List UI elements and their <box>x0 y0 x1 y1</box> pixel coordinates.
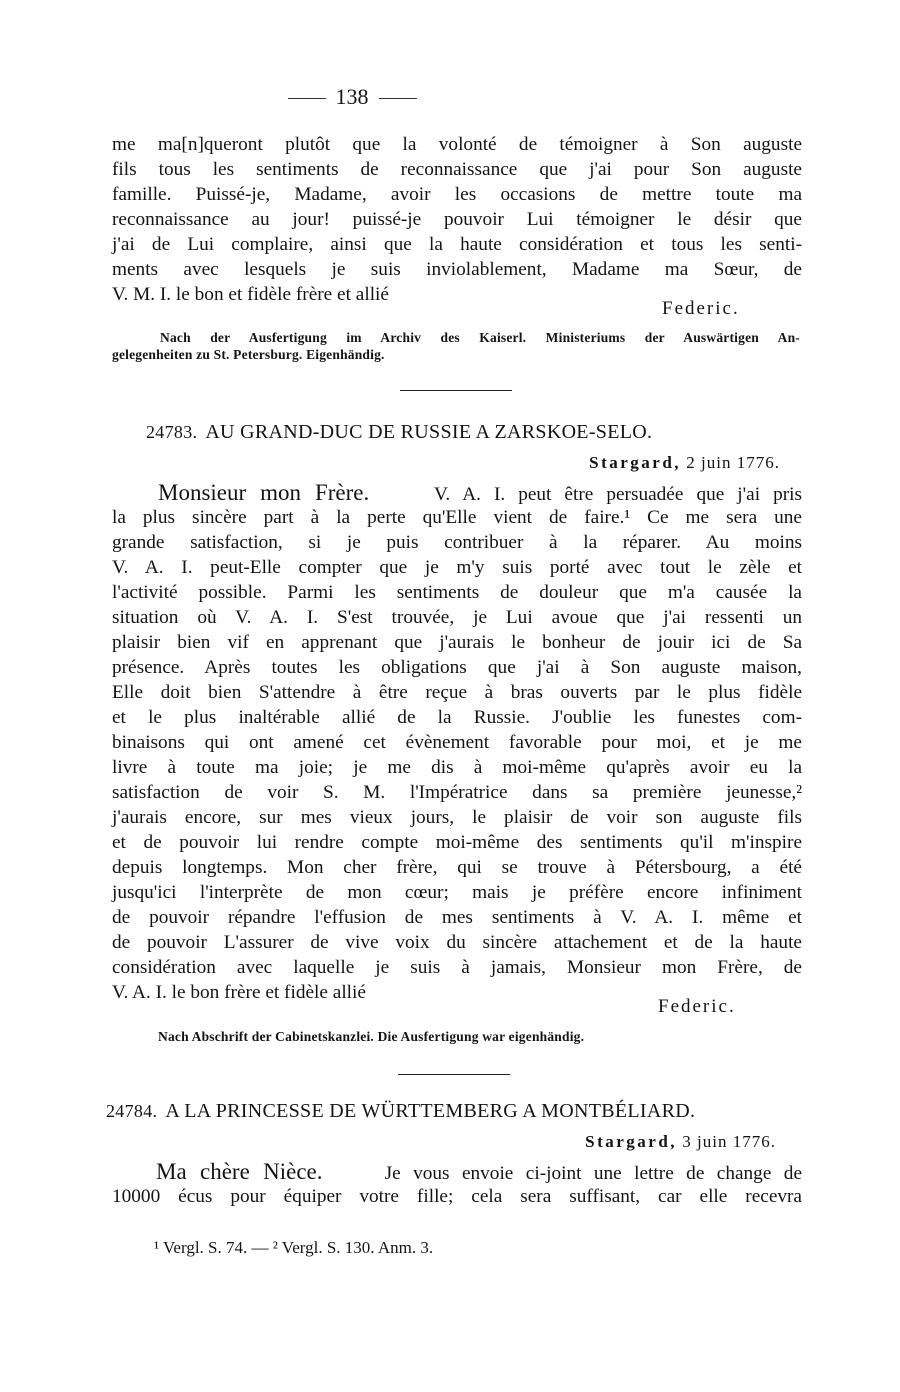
text-line: considération avec laquelle je suis à jamais, Monsieur mon Frère, de <box>112 957 802 978</box>
letter-date: 3 juin 1776. <box>682 1132 776 1151</box>
text-line: grande satisfaction, si je puis contribuer à la réparer. Au moins <box>112 532 802 553</box>
letter-signature-24783: Federic. <box>658 996 736 1017</box>
text-line: depuis longtemps. Mon cher frère, qui se trouve à Pétersbourg, a été <box>112 857 802 878</box>
text-line: jusqu'ici l'interprète de mon cœur; mais je préfère encore infiniment <box>112 882 802 903</box>
previous-letter-body <box>112 132 802 307</box>
letter-number: 24784. <box>106 1101 158 1121</box>
previous-letter-signature: Federic. <box>662 298 740 319</box>
text-line: famille. Puissé-je, Madame, avoir les occasions de mettre toute ma <box>112 184 802 205</box>
letter-source-note-24783: Nach Abschrift der Cabinetskanzlei. Die Ausfertigung war eigenhändig. <box>158 1029 585 1044</box>
previous-letter-source-note: Nach der Ausfertigung im Archiv des Kaiserl. Ministeriums der Auswärtigen An- gelegenheiten zu St. Petersburg. Eigenhändig. <box>112 330 800 362</box>
text-line: la plus sincère part à la perte qu'Elle vient de faire.¹ Ce me sera une <box>112 507 802 528</box>
text-line: V. M. I. le bon et fidèle frère et allié <box>112 284 389 305</box>
text-line: V. A. I. peut-Elle compter que je m'y suis porté avec tout le zèle et <box>112 557 802 578</box>
text-line: situation où V. A. I. S'est trouvée, je Lui avoue que j'ai ressenti un <box>112 607 802 628</box>
letter-title: AU GRAND-DUC DE RUSSIE A ZARSKOE-SELO. <box>205 421 653 443</box>
text-line: 10000 écus pour équiper votre fille; cela sera suffisant, car elle recevra <box>112 1186 802 1207</box>
text-line: ments avec lesquels je suis inviolablement, Madame ma Sœur, de <box>112 259 802 280</box>
text-line: livre à toute ma joie; je me dis à moi-même qu'après avoir eu la <box>112 757 802 778</box>
text-line: satisfaction de voir S. M. l'Impératrice dans sa première jeunesse,² <box>112 782 802 803</box>
letter-dateline-24784 <box>585 1132 776 1152</box>
letter-place: Stargard, <box>585 1132 678 1151</box>
text-line: et de pouvoir lui rendre compte moi-même des sentiments qu'il m'inspire <box>112 832 802 853</box>
footnotes: ¹ Vergl. S. 74. — ² Vergl. S. 130. Anm. 3. <box>154 1238 434 1257</box>
page-number-dash-right <box>379 98 417 99</box>
text-line: fils tous les sentiments de reconnaissance que j'ai pour Son auguste <box>112 159 802 180</box>
text-line: Monsieur mon Frère. V. A. I. peut être persuadée que j'ai pris <box>158 480 802 505</box>
text-line: présence. Après toutes les obligations que j'ai à Son auguste maison, <box>112 657 802 678</box>
text-line: j'ai de Lui complaire, ainsi que la haute considération et tous les senti- <box>112 234 802 255</box>
text-line: plaisir bien vif en apprenant que j'aurais le bonheur de jouir ici de Sa <box>112 632 802 653</box>
letter-date: 2 juin 1776. <box>686 453 780 472</box>
text-line: l'activité possible. Parmi les sentiments de douleur que m'a causée la <box>112 582 802 603</box>
letter-salutation: Ma chère Nièce. <box>156 1159 323 1184</box>
text-line: binaisons qui ont amené cet évènement favorable pour moi, et je me <box>112 732 802 753</box>
letter-heading-24783 <box>146 421 806 444</box>
letter-dateline-24783 <box>589 453 780 473</box>
text-line: de pouvoir L'assurer de vive voix du sincère attachement et de la haute <box>112 932 802 953</box>
text-line: V. A. I. le bon frère et fidèle allié <box>112 982 366 1003</box>
text-line: Ma chère Nièce. Je vous envoie ci-joint une lettre de change de <box>156 1159 803 1184</box>
text-line: de pouvoir répandre l'effusion de mes sentiments à V. A. I. même et <box>112 907 802 928</box>
text-line: Elle doit bien S'attendre à être reçue à bras ouverts par le plus fidèle <box>112 682 802 703</box>
text-line: et le plus inaltérable allié de la Russie. J'oublie les funestes com- <box>112 707 802 728</box>
text-line: me ma[n]queront plutôt que la volonté de témoigner à Son auguste <box>112 134 802 155</box>
letter-number: 24783. <box>146 422 198 442</box>
letter-body-24783 <box>112 480 802 1005</box>
page-number: 138 <box>272 84 432 110</box>
letter-title: A LA PRINCESSE DE WÜRTTEMBERG A MONTBÉLIARD. <box>165 1100 696 1122</box>
text-line: reconnaissance au jour! puissé-je pouvoir Lui témoigner le désir que <box>112 209 802 230</box>
letter-salutation: Monsieur mon Frère. <box>158 480 370 505</box>
letter-body-24784 <box>112 1159 802 1209</box>
page-number-dash-left <box>288 98 326 99</box>
section-divider <box>400 390 512 391</box>
text-line: j'aurais encore, sur mes vieux jours, le plaisir de voir son auguste fils <box>112 807 802 828</box>
letter-heading-24784 <box>106 1100 766 1123</box>
letter-place: Stargard, <box>589 453 682 472</box>
section-divider <box>398 1074 510 1075</box>
